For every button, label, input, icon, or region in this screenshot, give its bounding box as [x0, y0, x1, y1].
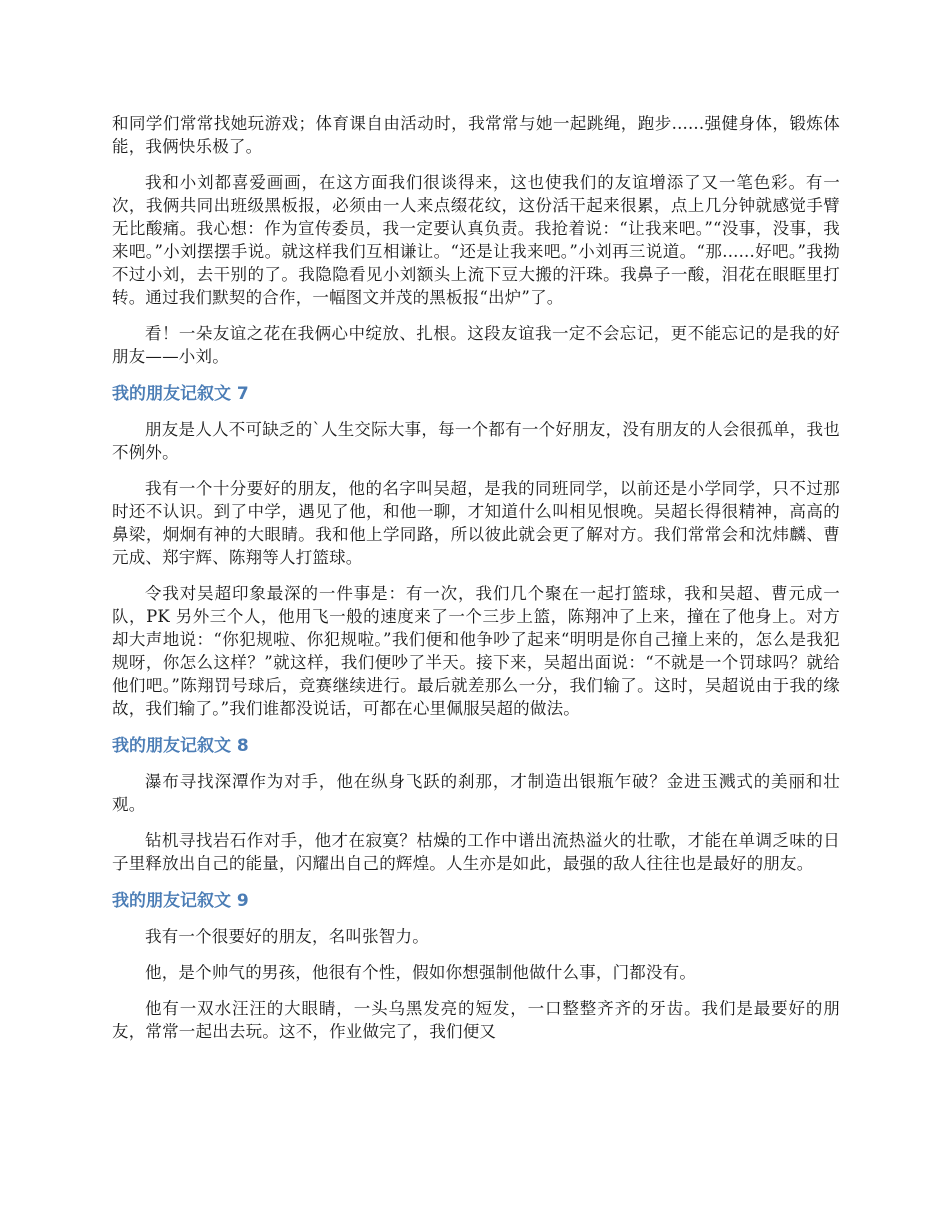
document-page	[112, 112, 840, 1056]
section-heading: 我的朋友记叙文 8	[112, 736, 249, 756]
paragraph: 朋友是人人不可缺乏的`人生交际大事，每一个都有一个好朋友，没有朋友的人会很孤单，我也不例外。	[112, 420, 840, 462]
paragraph: 令我对吴超印象最深的一件事是：有一次，我们几个聚在一起打篮球，我和吴超、曹元成一队，PK 另外三个人，他用飞一般的速度来了一个三步上篮，陈翔冲了上来，撞在了他身上。对方却大声地说：“你犯规啦、你犯规啦。”我们便和他争吵了起来“明明是你自己撞上来的，怎么是我犯规呀，你怎么这样？”就这样，我们便吵了半天。接下来，吴超出面说：“不就是一个罚球吗？就给他们吧。”陈翔罚号球后，竞赛继续进行。最后就差那么一分，我们输了。这时，吴超说由于我的缘故，我们输了。”我们谁都没说话，可都在心里佩服吴超的做法。	[112, 584, 840, 718]
paragraph: 他，是个帅气的男孩，他很有个性，假如你想强制他做什么事，门都没有。	[145, 963, 697, 982]
section-heading: 我的朋友记叙文 9	[112, 891, 249, 911]
section-heading: 我的朋友记叙文 7	[112, 384, 249, 404]
paragraph: 瀑布寻找深潭作为对手，他在纵身飞跃的刹那，才制造出银瓶乍破？金进玉溅式的美丽和壮观。	[112, 772, 840, 814]
paragraph: 和同学们常常找她玩游戏；体育课自由活动时，我常常与她一起跳绳，跑步......强健身体，锻炼体能，我俩快乐极了。	[112, 114, 840, 156]
paragraph: 我和小刘都喜爱画画，在这方面我们很谈得来，这也使我们的友谊增添了又一笔色彩。有一次，我俩共同出班级黑板报，必须由一人来点缀花纹，这份活干起来很累，点上几分钟就感觉手臂无比酸痛。我心想：作为宣传委员，我一定要认真负责。我抢着说：“让我来吧。”“没事，没事，我来吧。”小刘摆摆手说。就这样我们互相谦让。“还是让我来吧。”小刘再三说道。“那......好吧。”我拗不过小刘，去干别的了。我隐隐看见小刘额头上流下豆大搬的汗珠。我鼻子一酸，泪花在眼眶里打转。通过我们默契的合作，一幅图文并茂的黑板报“出炉”了。	[112, 173, 840, 307]
paragraph: 钻机寻找岩石作对手，他才在寂寞？枯燥的工作中谱出流热溢火的壮歌，才能在单调乏味的日子里释放出自己的能量，闪耀出自己的辉煌。人生亦是如此，最强的敌人往往也是最好的朋友。	[112, 831, 840, 873]
paragraph: 我有一个很要好的朋友，名叫张智力。	[145, 927, 429, 946]
paragraph: 他有一双水汪汪的大眼睛，一头乌黑发亮的短发，一口整整齐齐的牙齿。我们是最要好的朋友，常常一起出去玩。这不，作业做完了，我们便又	[112, 999, 840, 1041]
paragraph: 看！一朵友谊之花在我俩心中绽放、扎根。这段友谊我一定不会忘记，更不能忘记的是我的好朋友——小刘。	[112, 324, 840, 366]
paragraph: 我有一个十分要好的朋友，他的名字叫吴超，是我的同班同学，以前还是小学同学，只不过那时还不认识。到了中学，遇见了他，和他一聊，才知道什么叫相见恨晚。吴超长得很精神，高高的鼻梁，炯炯有神的大眼睛。我和他上学同路，所以彼此就会更了解对方。我们常常会和沈炜麟、曹元成、郑宇辉、陈翔等人打篮球。	[112, 479, 840, 567]
